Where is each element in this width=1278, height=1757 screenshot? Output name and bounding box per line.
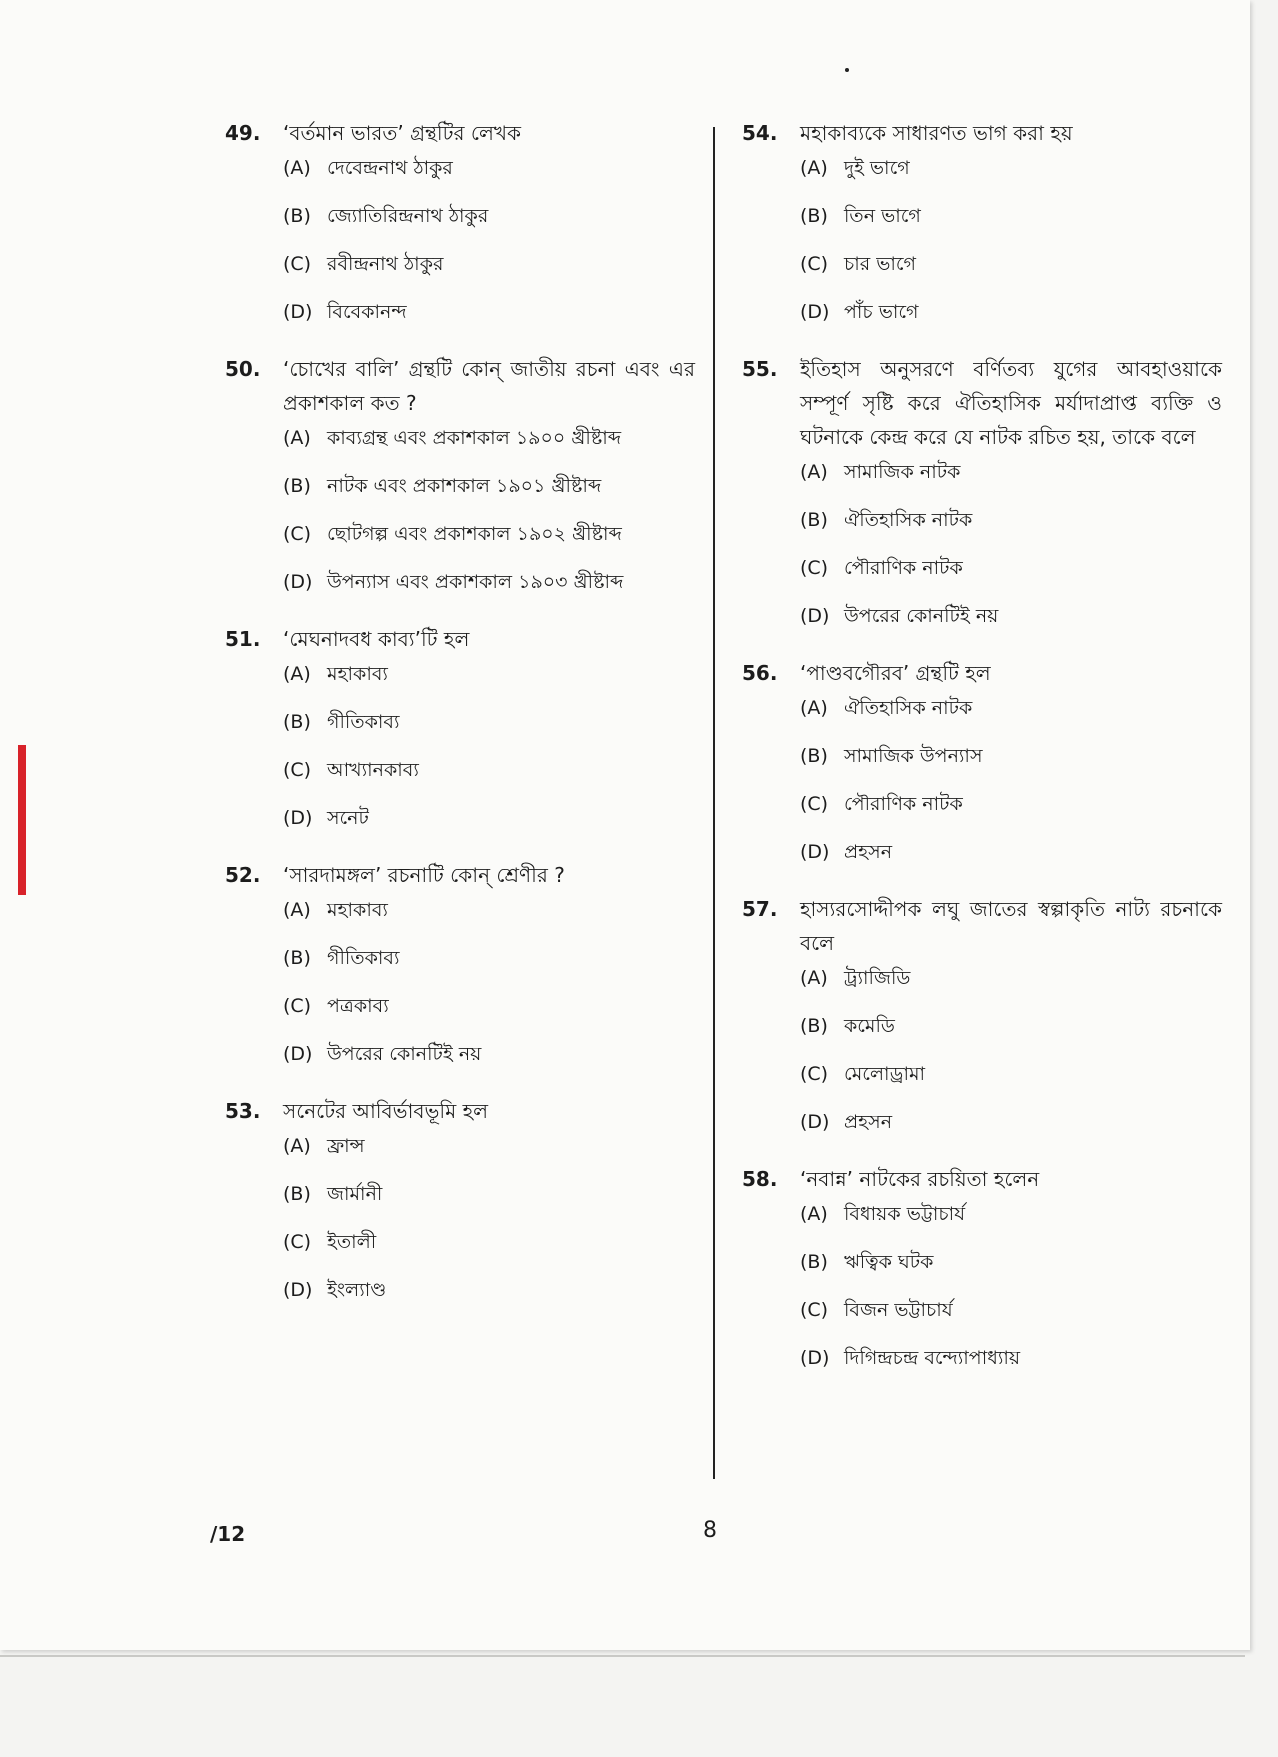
print-dot: [845, 68, 849, 72]
option-label: (B): [800, 509, 828, 531]
option-label: (A): [800, 967, 828, 989]
answer-option: [283, 898, 695, 922]
binding-tape-mark: [18, 745, 26, 895]
question-number: 50.: [225, 357, 261, 381]
option-label: (C): [800, 1063, 829, 1085]
option-label: (A): [800, 1203, 828, 1225]
answer-option: [283, 300, 695, 324]
answer-option: [283, 426, 695, 450]
question-text: ইতিহাস অনুসরণে বর্ণিতব্য যুগের আবহাওয়াকে সম্পূর্ণ সৃষ্টি করে ঐতিহাসিক মর্যাদাপ্রাপ্ত ব্যক্তি ও ঘটনাকে কেন্দ্র করে যে নাটক রচিত হয়, তাকে বলে: [800, 357, 1222, 449]
option-label: (A): [800, 697, 828, 719]
answer-option: [283, 710, 695, 734]
question-item: [742, 892, 1222, 1134]
question-header: [742, 352, 1222, 454]
option-text: দিগিন্দ্রচন্দ্র বন্দ্যোপাধ্যায়: [844, 1347, 1021, 1369]
option-text: দুই ভাগে: [844, 157, 910, 179]
option-text: উপরের কোনটিই নয়: [327, 1043, 482, 1065]
option-text: জার্মানী: [327, 1183, 383, 1205]
option-label: (D): [283, 571, 313, 593]
answer-option: [283, 994, 695, 1018]
option-text: জ্যোতিরিন্দ্রনাথ ঠাকুর: [327, 205, 489, 227]
question-text: ‘নবান্ন’ নাটকের রচয়িতা হলেন: [800, 1167, 1040, 1191]
option-text: মহাকাব্য: [327, 899, 388, 921]
option-text: পত্রকাব্য: [327, 995, 389, 1017]
option-label: (A): [283, 1135, 311, 1157]
option-text: রবীন্দ্রনাথ ঠাকুর: [327, 253, 444, 275]
question-item: [225, 858, 695, 1066]
answer-option: [283, 204, 695, 228]
option-text: গীতিকাব্য: [327, 947, 400, 969]
question-text: সনেটের আবির্ভাবভূমি হল: [283, 1099, 488, 1123]
option-text: প্রহসন: [844, 1111, 893, 1133]
option-list: [283, 1134, 695, 1302]
option-text: প্রহসন: [844, 841, 893, 863]
option-text: ট্র্যাজিডি: [844, 967, 911, 989]
answer-option: [283, 474, 695, 498]
option-list: [283, 426, 695, 594]
question-text: ‘পাণ্ডবগৌরব’ গ্রন্থটি হল: [800, 661, 991, 685]
option-text: সনেট: [327, 807, 369, 829]
option-text: বিবেকানন্দ: [327, 301, 407, 323]
option-text: পৌরাণিক নাটক: [844, 557, 963, 579]
option-list: [800, 1202, 1222, 1370]
option-text: মেলোড্রামা: [844, 1063, 926, 1085]
question-text: ‘মেঘনাদবধ কাব্য’টি হল: [283, 627, 470, 651]
option-list: [800, 696, 1222, 864]
option-label: (D): [800, 841, 830, 863]
option-label: (C): [283, 1231, 312, 1253]
option-text: সামাজিক উপন্যাস: [844, 745, 983, 767]
question-text: হাস্যরসোদ্দীপক লঘু জাতের স্বল্পাকৃতি নাট্য রচনাকে বলে: [800, 897, 1222, 955]
answer-option: [283, 1134, 695, 1158]
answer-option: [283, 662, 695, 686]
question-header: [225, 352, 695, 420]
option-text: গীতিকাব্য: [327, 711, 400, 733]
question-header: [742, 656, 1222, 690]
question-number: 53.: [225, 1099, 261, 1123]
option-label: (C): [800, 1299, 829, 1321]
question-header: [225, 1094, 695, 1128]
answer-option: [283, 522, 695, 546]
answer-option: [283, 758, 695, 782]
option-text: আখ্যানকাব্য: [327, 759, 419, 781]
option-label: (D): [283, 1279, 313, 1301]
question-item: [225, 1094, 695, 1302]
question-item: [742, 116, 1222, 324]
option-text: পাঁচ ভাগে: [844, 301, 919, 323]
option-label: (B): [283, 711, 311, 733]
question-header: [742, 1162, 1222, 1196]
question-item: [742, 656, 1222, 864]
question-text: মহাকাব্যকে সাধারণত ভাগ করা হয়: [800, 121, 1073, 145]
question-header: [742, 892, 1222, 960]
left-question-column: [225, 116, 695, 1330]
option-text: বিধায়ক ভট্টাচার্য: [844, 1203, 966, 1225]
question-header: [225, 116, 695, 150]
answer-option: [800, 1110, 1222, 1134]
answer-option: [800, 966, 1222, 990]
option-text: মহাকাব্য: [327, 663, 388, 685]
question-number: 57.: [742, 897, 778, 921]
paper-code: /12: [210, 1522, 246, 1546]
option-label: (D): [800, 1347, 830, 1369]
question-number: 55.: [742, 357, 778, 381]
answer-option: [800, 1014, 1222, 1038]
answer-option: [283, 252, 695, 276]
option-label: (D): [283, 1043, 313, 1065]
question-number: 52.: [225, 863, 261, 887]
option-text: কমেডি: [844, 1015, 895, 1037]
option-label: (B): [800, 745, 828, 767]
option-label: (A): [283, 899, 311, 921]
answer-option: [800, 508, 1222, 532]
option-label: (C): [800, 793, 829, 815]
question-text: ‘বর্তমান ভারত’ গ্রন্থটির লেখক: [283, 121, 522, 145]
option-text: কাব্যগ্রন্থ এবং প্রকাশকাল ১৯০০ খ্রীষ্টাব্দ: [327, 427, 622, 449]
answer-option: [283, 1182, 695, 1206]
answer-option: [800, 1202, 1222, 1226]
answer-option: [283, 806, 695, 830]
answer-option: [800, 1250, 1222, 1274]
option-text: ঐতিহাসিক নাটক: [844, 509, 973, 531]
option-label: (A): [283, 663, 311, 685]
answer-option: [800, 840, 1222, 864]
option-text: ছোটগল্প এবং প্রকাশকাল ১৯০২ খ্রীষ্টাব্দ: [327, 523, 622, 545]
option-text: উপরের কোনটিই নয়: [844, 605, 999, 627]
page-number: 8: [703, 1518, 717, 1543]
option-list: [800, 460, 1222, 628]
option-text: ইংল্যাণ্ড: [327, 1279, 387, 1301]
question-item: [742, 352, 1222, 628]
option-label: (A): [800, 461, 828, 483]
right-question-column: [742, 116, 1222, 1398]
question-header: [225, 622, 695, 656]
option-label: (A): [283, 427, 311, 449]
question-text: ‘সারদামঙ্গল’ রচনাটি কোন্ শ্রেণীর ?: [283, 863, 565, 887]
option-label: (D): [283, 301, 313, 323]
option-label: (B): [800, 1251, 828, 1273]
column-divider: [713, 127, 715, 1479]
answer-option: [283, 570, 695, 594]
question-number: 49.: [225, 121, 261, 145]
answer-option: [800, 1346, 1222, 1370]
option-label: (B): [283, 1183, 311, 1205]
option-label: (C): [800, 253, 829, 275]
option-label: (D): [283, 807, 313, 829]
answer-option: [800, 252, 1222, 276]
option-label: (A): [800, 157, 828, 179]
answer-option: [283, 1278, 695, 1302]
option-list: [800, 156, 1222, 324]
page-edge: [0, 1655, 1245, 1657]
option-label: (B): [800, 1015, 828, 1037]
option-list: [800, 966, 1222, 1134]
option-text: নাটক এবং প্রকাশকাল ১৯০১ খ্রীষ্টাব্দ: [327, 475, 602, 497]
answer-option: [800, 556, 1222, 580]
question-item: [742, 1162, 1222, 1370]
answer-option: [800, 204, 1222, 228]
option-label: (D): [800, 1111, 830, 1133]
answer-option: [800, 1062, 1222, 1086]
option-text: ইতালী: [327, 1231, 377, 1253]
question-header: [225, 858, 695, 892]
question-item: [225, 622, 695, 830]
option-label: (C): [800, 557, 829, 579]
question-header: [742, 116, 1222, 150]
option-text: ঋত্বিক ঘটক: [844, 1251, 934, 1273]
option-label: (D): [800, 301, 830, 323]
answer-option: [800, 460, 1222, 484]
option-label: (D): [800, 605, 830, 627]
option-label: (C): [283, 523, 312, 545]
option-label: (B): [800, 205, 828, 227]
answer-option: [800, 300, 1222, 324]
option-list: [283, 662, 695, 830]
question-number: 56.: [742, 661, 778, 685]
answer-option: [800, 156, 1222, 180]
question-number: 58.: [742, 1167, 778, 1191]
answer-option: [283, 1042, 695, 1066]
option-text: দেবেন্দ্রনাথ ঠাকুর: [327, 157, 453, 179]
answer-option: [283, 156, 695, 180]
option-label: (C): [283, 759, 312, 781]
option-text: চার ভাগে: [844, 253, 917, 275]
option-text: উপন্যাস এবং প্রকাশকাল ১৯০৩ খ্রীষ্টাব্দ: [327, 571, 624, 593]
option-label: (C): [283, 995, 312, 1017]
option-text: ফ্রান্স: [327, 1135, 365, 1157]
answer-option: [283, 946, 695, 970]
option-label: (A): [283, 157, 311, 179]
answer-option: [283, 1230, 695, 1254]
question-number: 51.: [225, 627, 261, 651]
question-item: [225, 352, 695, 594]
option-text: ঐতিহাসিক নাটক: [844, 697, 973, 719]
option-text: বিজন ভট্টাচার্য: [844, 1299, 953, 1321]
question-text: ‘চোখের বালি’ গ্রন্থটি কোন্ জাতীয় রচনা এবং এর প্রকাশকাল কত ?: [283, 357, 695, 415]
option-label: (B): [283, 947, 311, 969]
option-list: [283, 898, 695, 1066]
option-label: (B): [283, 475, 311, 497]
question-item: [225, 116, 695, 324]
answer-option: [800, 792, 1222, 816]
question-number: 54.: [742, 121, 778, 145]
answer-option: [800, 1298, 1222, 1322]
option-list: [283, 156, 695, 324]
option-text: সামাজিক নাটক: [844, 461, 961, 483]
answer-option: [800, 604, 1222, 628]
answer-option: [800, 744, 1222, 768]
option-label: (C): [283, 253, 312, 275]
option-label: (B): [283, 205, 311, 227]
option-text: তিন ভাগে: [844, 205, 921, 227]
answer-option: [800, 696, 1222, 720]
option-text: পৌরাণিক নাটক: [844, 793, 963, 815]
